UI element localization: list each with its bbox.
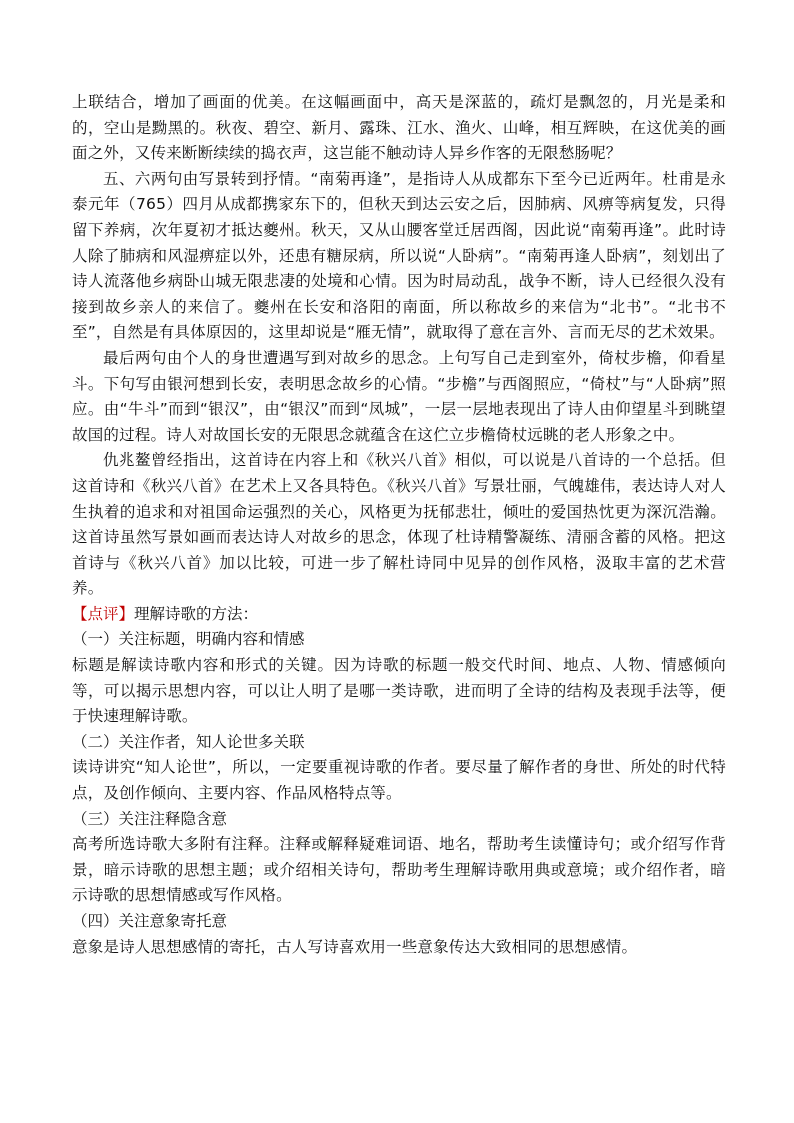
comment-heading [72, 602, 726, 628]
comment-intro: 理解诗歌的方法： [134, 604, 259, 623]
section-body-notes: 高考所选诗歌大多附有注释。注释或解释疑难词语、地名，帮助考生读懂诗句；或介绍写作背景，暗示诗歌的思想主题；或介绍相关诗句，帮助考生理解诗歌用典或意境；或介绍作者，暗示诗歌的思想情感或写作风格。 [72, 835, 726, 905]
comment-label: 【点评】 [72, 604, 135, 623]
section-heading-author: （二）关注作者，知人论世多关联 [72, 732, 305, 751]
paragraph-comparison: 仇兆鳌曾经指出，这首诗在内容上和《秋兴八首》相似，可以说是八首诗的一个总括。但这首诗和《秋兴八首》在艺术上又各具特色。《秋兴八首》写景壮丽，气魄雄伟，表达诗人对人生执着的追求和对祖国命运强烈的关心，风格更为抚郁悲壮，倾吐的爱国热忱更为深沉浩瀚。这首诗虽然写景如画而表达诗人对故乡的思念，体现了杜诗精警凝练、清丽含蓄的风格。把这首诗与《秋兴八首》加以比较，可进一步了解杜诗同中见异的创作风格，汲取丰富的艺术营养。 [72, 451, 726, 598]
paragraph-lines-five-six: 五、六两句由写景转到抒情。“南菊再逢”，是指诗人从成都东下至今已近两年。杜甫是永泰元年（765）四月从成都携家东下的，但秋天到达云安之后，因肺病、风痹等病复发，只得留下养病，次年夏初才抵达夔州。秋天，又从山腰客堂迁居西阁，因此说“南菊再逢”。此时诗人除了肺病和风湿痹症以外，还患有糖尿病，所以说“人卧病”。“南菊再逢人卧病”，刻划出了诗人流落他乡病卧山城无限悲凄的处境和心情。因为时局动乱，战争不断，诗人已经很久没有接到故乡亲人的来信了。夔州在长安和洛阳的南面，所以称故乡的来信为“北书”。“北书不至”，自然是有具体原因的，这里却说是“雁无情”，就取得了意在言外、言而无尽的艺术效果。 [72, 169, 726, 342]
section-body-author: 读诗讲究“知人论世”，所以，一定要重视诗歌的作者。要尽量了解作者的身世、所处的时代特点，及创作倾向、主要内容、作品风格特点等。 [72, 758, 726, 803]
paragraph-scenery-summary: 上联结合，增加了画面的优美。在这幅画面中，高天是深蓝的，疏灯是飘忽的，月光是柔和的，空山是黝黑的。秋夜、碧空、新月、露珠、江水、渔火、山峰，相互辉映，在这优美的画面之外，又传来断断续续的捣衣声，这岂能不触动诗人异乡作客的无限愁肠呢？ [72, 93, 726, 163]
paragraph-last-two-lines: 最后两句由个人的身世遭遇写到对故乡的思念。上句写自己走到室外，倚杖步檐，仰看星斗。下句写由银河想到长安，表明思念故乡的心情。“步檐”与西阁照应，“倚杖”与“人卧病”照应。由“牛斗”而到“银汉”，由“银汉”而到“凤城”，一层一层地表现出了诗人由仰望星斗到眺望故国的过程。诗人对故国长安的无限思念就蕴含在这伫立步檐倚杖远眺的老人形象之中。 [72, 348, 726, 444]
section-heading-imagery: （四）关注意象寄托意 [72, 912, 228, 930]
section-heading-notes: （三）关注注释隐含意 [72, 809, 228, 828]
section-body-title: 标题是解读诗歌内容和形式的关键。因为诗歌的标题一般交代时间、地点、人物、情感倾向等，可以揭示思想内容，可以让人明了是哪一类诗歌，进而明了全诗的结构及表现手法等，便于快速理解诗歌。 [72, 656, 726, 726]
section-body-imagery: 意象是诗人思想感情的寄托，古人写诗喜欢用一些意象传达大致相同的思想感情。 [72, 937, 638, 956]
section-heading-title: （一）关注标题，明确内容和情感 [72, 630, 305, 649]
